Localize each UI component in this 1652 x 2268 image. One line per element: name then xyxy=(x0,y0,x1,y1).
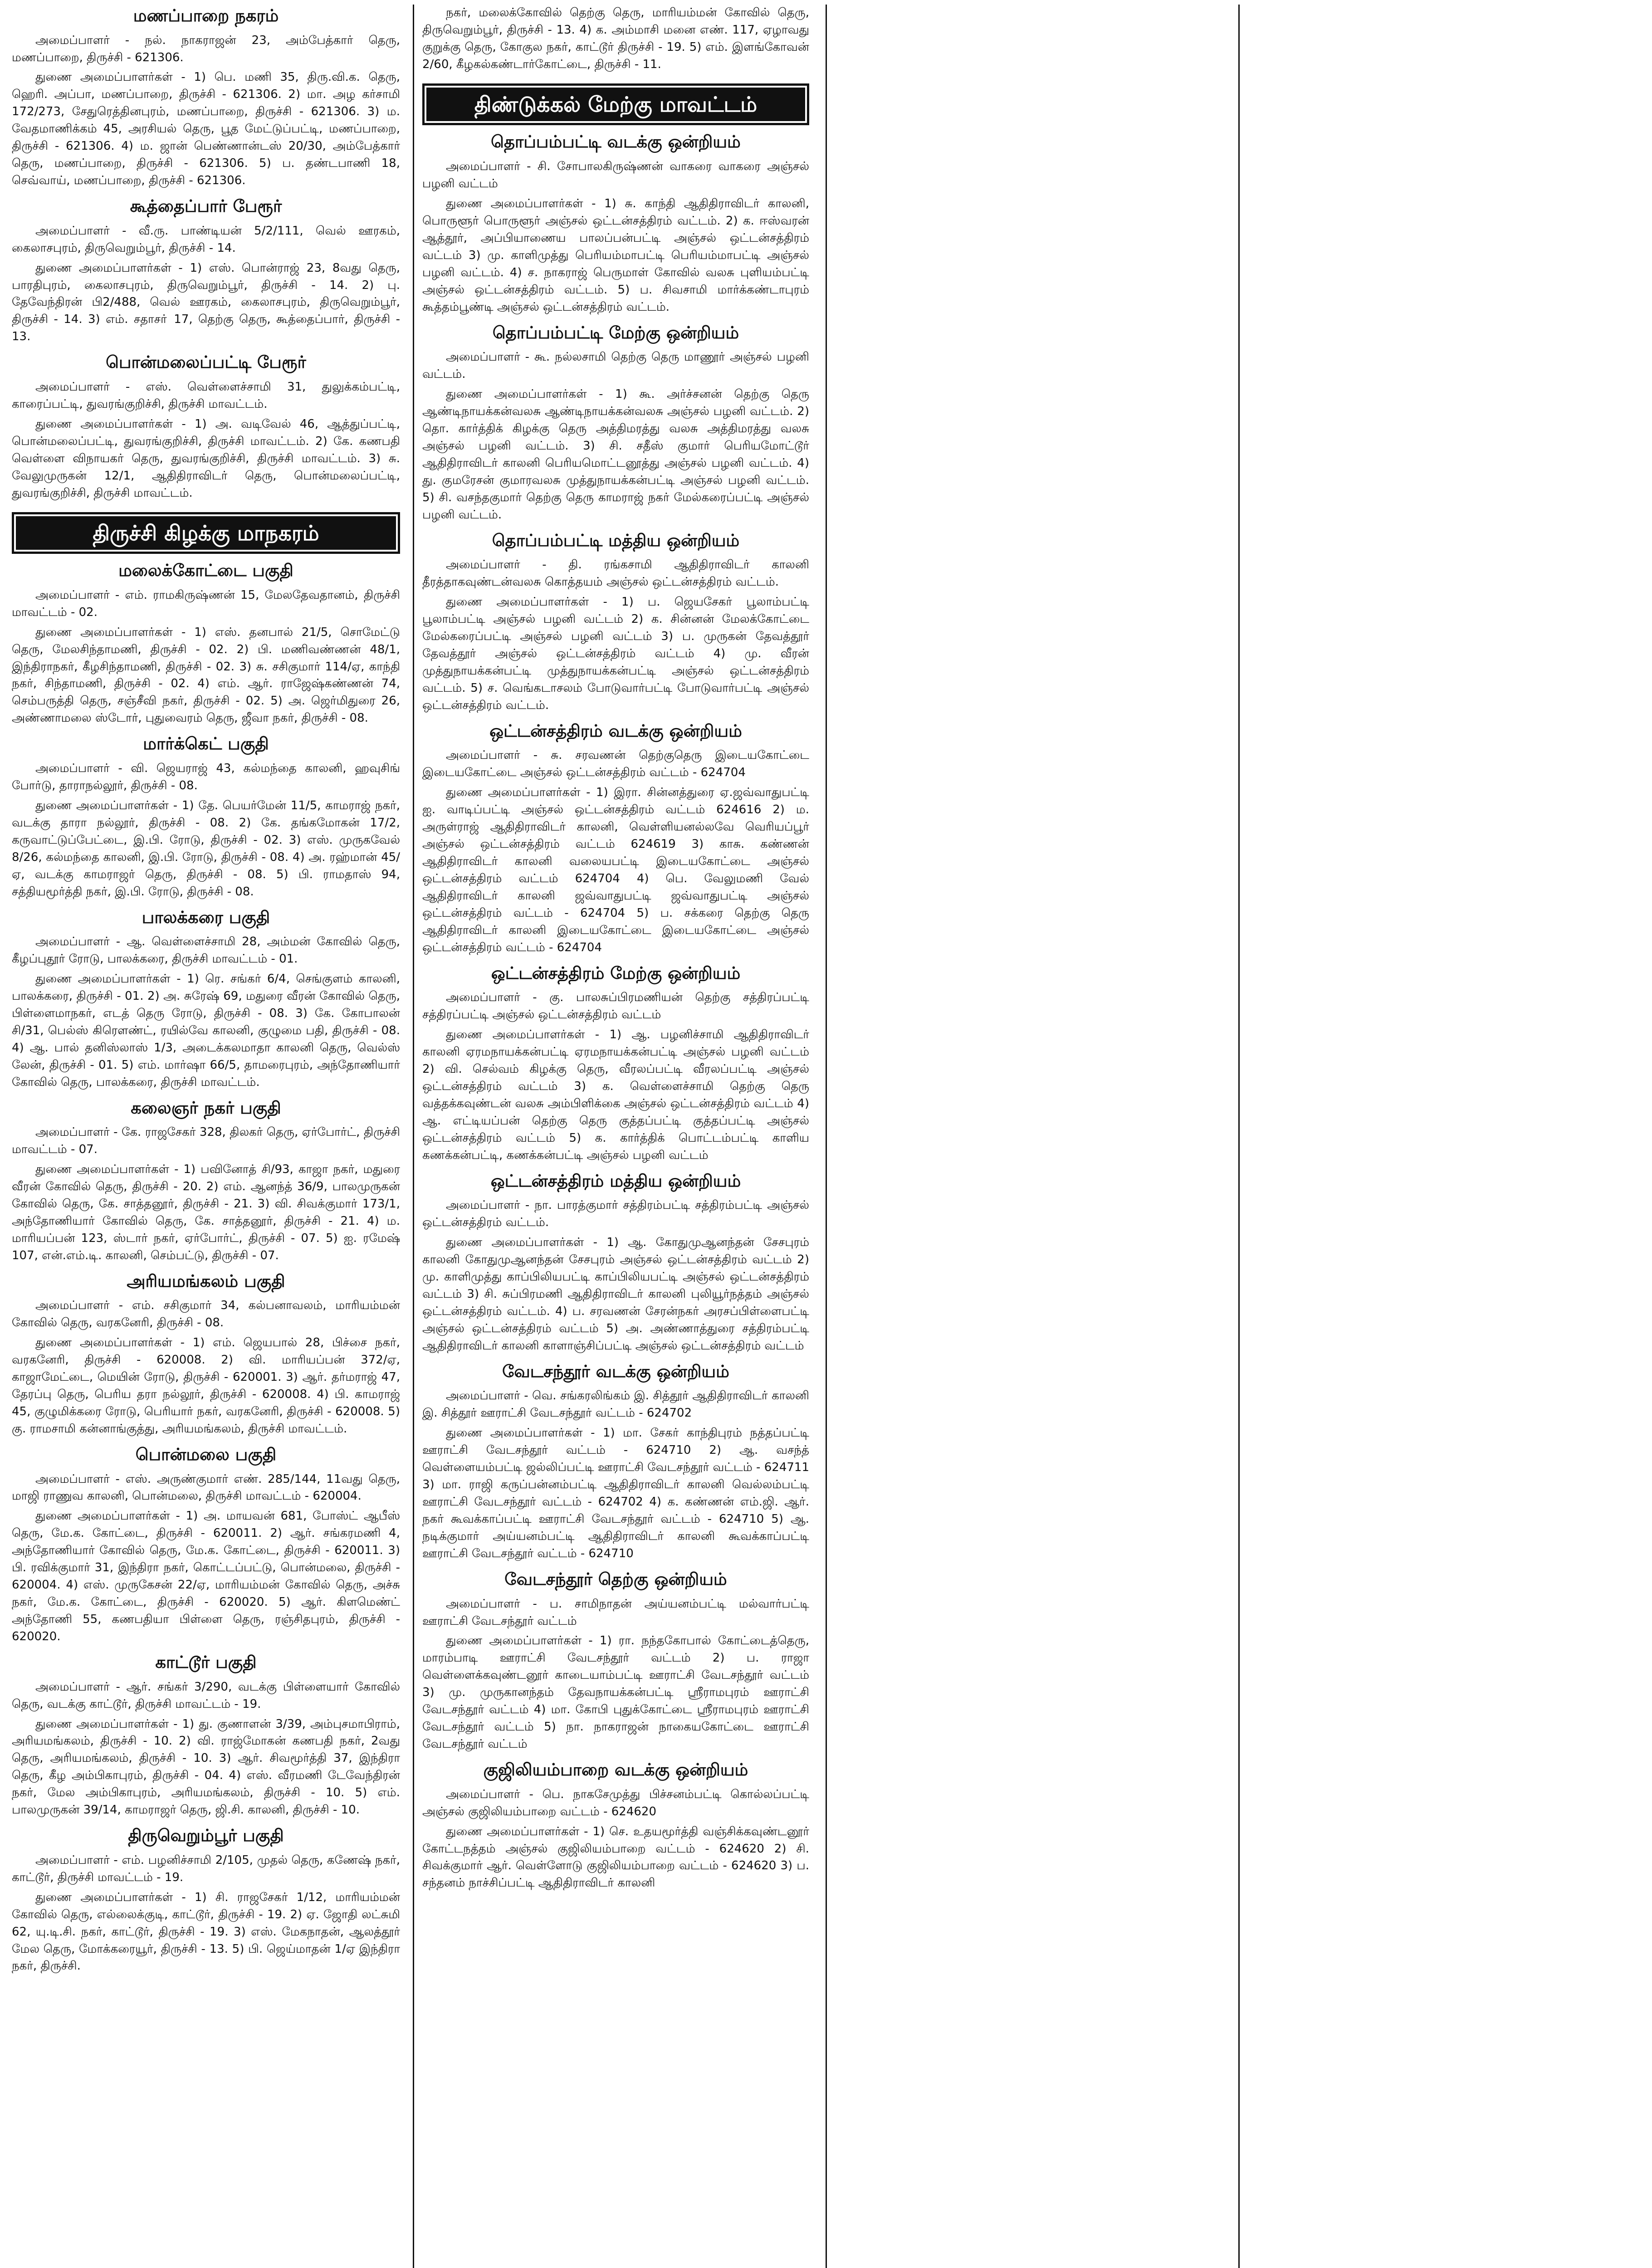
member-paragraph: துணை அமைப்பாளர்கள் - 1) சு. காந்தி ஆதிதிராவிடர் காலனி, பொருளூர் பொருளூர் அஞ்சல் ஒட்டன்சத்திரம் வட்டம். 2) க. ஈஸ்வரன் ஆத்தூர், அப்பியாணைய பாலப்பன்பட்டி அஞ்சல் ஒட்டன்சத்திரம் வட்டம் 3) மு. காளிமுத்து பெரியம்மாபட்டி பெரியம்மாபட்டி அஞ்சல் பழனி வட்டம். 4) ச. நாகராஜ் பெருமாள் கோவில் வலசு புளியம்பட்டி அஞ்சல் ஒட்டன்சத்திரம் வட்டம். 5) ப. சிவசாமி மார்க்கண்டாபுரம் கூத்தம்பூண்டி அஞ்சல் ஒட்டன்சத்திரம் வட்டம். xyxy=(422,196,809,314)
member-paragraph: அமைப்பாளர் - எம். சசிகுமார் 34, கல்பனாவலம், மாரியம்மன் கோவில் தெரு, வரகனேரி, திருச்சி - 08. xyxy=(12,1299,400,1330)
member-paragraph: துணை அமைப்பாளர்கள் - 1) ரெ. சங்கர் 6/4, செங்குளம் காலனி, பாலக்கரை, திருச்சி - 01. 2) அ. சுரேஷ் 69, மதுரை வீரன் கோவில் தெரு, பிள்ளைமாநகர், எடத் தெரு ரோடு, திருச்சி - 08. 3) கே. கோபாலன் சி/31, பெல்ஸ் கிரௌண்ட், ரயில்வே காலனி, குழுமை பதி, திருச்சி - 08. 4) ஆ. பால் தனிஸ்லாஸ் 1/3, அடைக்கலமாதா காலனி தெரு, வெல்ஸ் லேன், திருச்சி - 01. 5) எம். மார்ஷா 66/5, தாமரைபுரம், அந்தோணியார் கோவில் தெரு, பாலக்கரை, திருச்சி மாவட்டம். xyxy=(12,972,400,1089)
member-paragraph: துணை அமைப்பாளர்கள் - 1) பவினோத் சி/93, காஜா நகர், மதுரை வீரன் கோவில் தெரு, திருச்சி - 20. 2) எம். ஆனந்த் 36/9, பாலமுருகன் கோவில் தெரு, கே. சாத்தனூர், திருச்சி - 21. 3) வி. சிவக்குமார் 173/1, அந்தோணியார் கோவில் தெரு, கே. சாத்தனூர், திருச்சி - 21. 4) ம. மாரியப்பன் 123, ஸ்டார் நகர், ஏர்போர்ட், திருச்சி - 07. 5) ஐ. ரமேஷ் 107, என்.எம்.டி. காலனி, செம்பட்டு, திருச்சி - 07. xyxy=(12,1163,400,1262)
section-heading: மலைக்கோட்டை பகுதி xyxy=(118,561,293,581)
member-paragraph: துணை அமைப்பாளர்கள் - 1) ஆ. கோதுமுஆனந்தன் சேசபுரம் காலனி கோதுமுஆனந்தன் சேசபுரம் அஞ்சல் ஒட்டன்சத்திரம் வட்டம் 2) மு. காளிமுத்து காப்பிலியபட்டி காப்பிலியபட்டி அஞ்சல் ஒட்டன்சத்திரம் வட்டம் 3) சி. சுப்பிரமணி ஆதிதிராவிடர் காலனி புலியூர்நத்தம் அஞ்சல் ஒட்டன்சத்திரம் வட்டம். 4) ப. சரவணன் சேரன்நகர் அரசப்பிள்ளைபட்டி அஞ்சல் ஒட்டன்சத்திரம் வட்டம் 5) அ. அண்ணாத்துரை சத்திரம்பட்டி ஆதிதிராவிடர் காலனி காளாஞ்சிப்பட்டி அஞ்சல் ஒட்டன்சத்திரம் வட்டம் xyxy=(422,1236,809,1353)
district-banner xyxy=(422,83,809,126)
section-heading: ஒட்டன்சத்திரம் வடக்கு ஒன்றியம் xyxy=(489,721,742,741)
member-paragraph: அமைப்பாளர் - ஆர். சங்கர் 3/290, வடக்கு பிள்ளையார் கோவில் தெரு, வடக்கு காட்டூர், திருச்சி மாவட்டம் - 19. xyxy=(12,1680,400,1711)
member-paragraph: அமைப்பாளர் - வீ.ரு. பாண்டியன் 5/2/111, வெல் ஊரகம், கைலாசபுரம், திருவெறும்பூர், திருச்சி - 14. xyxy=(12,224,400,255)
member-paragraph: அமைப்பாளர் - எஸ். அருண்குமார் எண். 285/144, 11வது தெரு, மாஜி ராணுவ காலனி, பொன்மலை, திருச்சி மாவட்டம் - 620004. xyxy=(12,1472,400,1503)
member-paragraph: துணை அமைப்பாளர்கள் - 1) செ. உதயமூர்த்தி வஞ்சிக்கவுண்டனூர் கோட்டநத்தம் அஞ்சல் குஜிலியம்பாறை வட்டம் - 624620 2) சி. சிவக்குமார் ஆர். வெள்ளோடு குஜிலியம்பாறை வட்டம் - 624620 3) ப. சந்தனம் நாச்சிப்பட்டி ஆதிதிராவிடர் காலனி xyxy=(422,1824,809,1890)
member-paragraph: துணை அமைப்பாளர்கள் - 1) சி. ராஜசேகர் 1/12, மாரியம்மன் கோவில் தெரு, எல்லைக்குடி, காட்டூர், திருச்சி - 19. 2) ஏ. ஜோதி லட்சுமி 62, யு.டி.சி. நகர், காட்டூர், திருச்சி - 19. 3) எஸ். மேகநாதன், ஆலத்தூர் மேல தெரு, மோக்கரையூர், திருச்சி - 13. 5) பி. ஜெய்மாதன் 1/ஏ இந்திரா நகர், திருச்சி. xyxy=(12,1890,400,1973)
section-heading: காட்டூர் பகுதி xyxy=(155,1652,257,1672)
member-paragraph: அமைப்பாளர் - எம். ராமகிருஷ்ணன் 15, மேலதேவதானம், திருச்சி மாவட்டம் - 02. xyxy=(12,588,400,619)
section-heading: கூத்தைப்பார் பேரூர் xyxy=(130,196,282,216)
member-paragraph: அமைப்பாளர் - பெ. நாகசேமுத்து பிச்சனம்பட்டி கொல்லப்பட்டி அஞ்சல் குஜிலியம்பாறை வட்டம் - 624620 xyxy=(422,1787,809,1818)
member-paragraph: அமைப்பாளர் - ஆ. வெள்ளைச்சாமி 28, அம்மன் கோவில் தெரு, கீழப்புதூர் ரோடு, பாலக்கரை, திருச்சி மாவட்டம் - 01. xyxy=(12,935,400,966)
section-heading: தொப்பம்பட்டி மத்திய ஒன்றியம் xyxy=(492,530,740,550)
member-paragraph: அமைப்பாளர் - எம். பழனிச்சாமி 2/105, முதல் தெரு, கணேஷ் நகர், காட்டூர், திருச்சி மாவட்டம் - 19. xyxy=(12,1853,400,1884)
column-1 xyxy=(4,5,408,2268)
section-heading: கலைஞர் நகர் பகுதி xyxy=(131,1098,281,1118)
member-paragraph: அமைப்பாளர் - வி. ஜெயராஜ் 43, கல்மந்தை காலனி, ஹவுசிங் போர்டு, தாராநல்லூர், திருச்சி - 08. xyxy=(12,761,400,792)
member-paragraph: அமைப்பாளர் - தி. ரங்கசாமி ஆதிதிராவிடர் காலனி தீரத்தாகவுண்டன்வலசு கொத்தயம் அஞ்சல் ஒட்டன்சத்திரம் வட்டம். xyxy=(422,558,809,589)
member-paragraph: துணை அமைப்பாளர்கள் - 1) அ. வடிவேல் 46, ஆத்துப்பட்டி, பொன்மலைப்பட்டி, துவரங்குறிச்சி, திருச்சி மாவட்டம். 2) கே. கணபதி வெள்ளை விநாயகர் தெரு, துவரங்குறிச்சி, திருச்சி மாவட்டம். 3) சு. வேலுமுருகன் 12/1, ஆதிதிராவிடர் தெரு, பொன்மலைப்பட்டி, துவரங்குறிச்சி, திருச்சி மாவட்டம். xyxy=(12,417,400,500)
section-heading: பொன்மலைப்பட்டி பேரூர் xyxy=(106,352,306,372)
member-paragraph: துணை அமைப்பாளர்கள் - 1) பெ. மணி 35, திரு.வி.க. தெரு, ஹெரி. அப்பா, மணப்பாறை, திருச்சி - 621306. 2) மா. அழ கர்சாமி 172/273, சேதுரெத்தினபுரம், மணப்பாறை, திருச்சி - 621306. 3) ம. வேதமாணிக்கம் 45, அரசியல் தெரு, பூத மேட்டுப்பட்டி, மணப்பாறை, திருச்சி - 621306. 4) ம. ஜான் பெண்ணான்டஸ் 20/30, அம்பேத்கார் தெரு, மணப்பாறை, திருச்சி - 621306. 5) ப. தண்டபாணி 18, செவ்வாய், மணப்பாறை, திருச்சி - 621306. xyxy=(12,70,400,188)
member-paragraph: நகர், மலைக்கோவில் தெற்கு தெரு, மாரியம்மன் கோவில் தெரு, திருவெறும்பூர், திருச்சி - 13. 4) க. அம்மாசி மனை எண். 117, ஏழாவது குறுக்கு தெரு, கோகுல நகர், காட்டூர் திருச்சி - 19. 5) எம். இளங்கோவன் 2/60, கீழகல்கண்டார்கோட்டை, திருச்சி - 11. xyxy=(422,6,809,71)
section-heading: ஒட்டன்சத்திரம் மத்திய ஒன்றியம் xyxy=(490,1171,741,1191)
member-paragraph: அமைப்பாளர் - கு. பாலசுப்பிரமணியன் தெற்கு சத்திரப்பட்டி சத்திரப்பட்டி அஞ்சல் ஒட்டன்சத்திரம் வட்டம் xyxy=(422,991,809,1022)
member-paragraph: அமைப்பாளர் - வெ. சங்கரலிங்கம் இ. சித்தூர் ஆதிதிராவிடர் காலனி இ. சித்தூர் ஊராட்சி வேடசந்தூர் வட்டம் - 624702 xyxy=(422,1389,809,1420)
member-paragraph: அமைப்பாளர் - ப. சாமிநாதன் அய்யனம்பட்டி மல்வார்பட்டி ஊராட்சி வேடசந்தூர் வட்டம் xyxy=(422,1597,809,1628)
section-heading: மணப்பாறை நகரம் xyxy=(133,6,279,25)
member-paragraph: அமைப்பாளர் - நா. பாரத்குமார் சத்திரம்பட்டி சத்திரம்பட்டி அஞ்சல் ஒட்டன்சத்திரம் வட்டம். xyxy=(422,1198,809,1230)
member-paragraph: அமைப்பாளர் - கே. ராஜசேகர் 328, திலகர் தெரு, ஏர்போர்ட், திருச்சி மாவட்டம் - 07. xyxy=(12,1125,400,1157)
member-paragraph: துணை அமைப்பாளர்கள் - 1) எஸ். பொன்ராஜ் 23, 8வது தெரு, பாரதிபுரம், கைலாசபுரம், திருவெறும்பூர், திருச்சி - 14. 2) பு. தேவேந்திரன் பி2/488, வெல் ஊரகம், கைலாசபுரம், திருவெறும்பூர், திருச்சி - 14. 3) எம். சதாசா் 17, தெற்கு தெரு, கூத்தைப்பார், திருச்சி - 13. xyxy=(12,261,400,344)
member-paragraph: துணை அமைப்பாளர்கள் - 1) எம். ஜெயபால் 28, பிச்சை நகர், வரகனேரி, திருச்சி - 620008. 2) வி. மாரியப்பன் 372/ஏ, காஜாமேட்டை, மெயின் ரோடு, திருச்சி - 620001. 3) ஆர். தர்மராஜ் 47, தேரப்பு தெரு, பெரிய தரா நல்லூர், திருச்சி - 620008. 4) பி. காமராஜ் 45, குழுமிக்கரை ரோடு, பெரியார் நகர், வரகனேரி, திருச்சி - 620008. 5) கு. ராமசாமி கன்னாங்குத்து, அரியமங்கலம், திருச்சி மாவட்டம். xyxy=(12,1336,400,1436)
column-2 xyxy=(413,5,817,2268)
member-paragraph: துணை அமைப்பாளர்கள் - 1) ஆ. பழனிச்சாமி ஆதிதிராவிடர் காலனி ஏரமநாயக்கன்பட்டி ஏரமநாயக்கன்பட்டி அஞ்சல் பழனி வட்டம் 2) வி. செல்வம் கிழக்கு தெரு, வீரலப்பட்டி வீரலப்பட்டி அஞ்சல் ஒட்டன்சத்திரம் வட்டம் 3) க. வெள்ளைச்சாமி தெற்கு தெரு வத்தக்கவுண்டன் வலசு அம்பிளிக்கை அஞ்சல் ஒட்டன்சத்திரம் வட்டம் 4) ஆ. எட்டியப்பன் தெற்கு தெரு குத்தப்பட்டி குத்தப்பட்டி அஞ்சல் ஒட்டன்சத்திரம் வட்டம் 5) க. கார்த்திக் பொட்டம்பட்டி காளிய கணக்கன்பட்டி, கணக்கன்பட்டி அஞ்சல் பழனி வட்டம் xyxy=(422,1028,809,1162)
member-paragraph: அமைப்பாளர் - சி. சோபாலகிருஷ்ணன் வாகரை வாகரை அஞ்சல் பழனி வட்டம் xyxy=(422,159,809,191)
member-paragraph: அமைப்பாளர் - நல். நாகராஜன் 23, அம்பேத்கார் தெரு, மணப்பாறை, திருச்சி - 621306. xyxy=(12,33,400,64)
member-paragraph: துணை அமைப்பாளர்கள் - 1) இரா. சின்னத்துரை ஏ.ஜவ்வாதுபட்டி ஐ. வாடிப்பட்டி அஞ்சல் ஒட்டன்சத்திரம் வட்டம் 624616 2) ம. அருள்ராஜ் ஆதிதிராவிடர் காலனி, வெள்ளியனல்லவே வெரியப்பூர் அஞ்சல் ஒட்டன்சத்திரம் வட்டம் 624619 3) காசு. கண்ணன் ஆதிதிராவிடர் காலனி வலையபட்டி இடையகோட்டை அஞ்சல் ஒட்டன்சத்திரம் வட்டம் 624704 4) பெ. வேலுமணி வேல் ஆதிதிராவிடர் காலனி ஜவ்வாதுபட்டி ஜவ்வாதுபட்டி அஞ்சல் ஒட்டன்சத்திரம் வட்டம் - 624704 5) ப. சக்கரை தெற்கு தெரு ஆதிதிராவிடர் காலனி இடையகோட்டை இடையகோட்டை அஞ்சல் ஒட்டன்சத்திரம் வட்டம் - 624704 xyxy=(422,786,809,954)
member-paragraph: அமைப்பாளர் - எஸ். வெள்ளைச்சாமி 31, துலுக்கம்பட்டி, காரைப்பட்டி, துவரங்குறிச்சி, திருச்சி மாவட்டம். xyxy=(12,380,400,411)
member-paragraph: துணை அமைப்பாளர்கள் - 1) ரா. நந்தகோபால் கோட்டைத்தெரு, மாரம்பாடி ஊராட்சி வேடசந்தூர் வட்டம் 2) ப. ராஜா வெள்ளைக்கவுண்டனூர் காடையாம்பட்டி ஊராட்சி வேடசந்தூர் வட்டம் 3) மு. முருகானந்தம் தேவநாயக்கன்பட்டி ஸ்ரீராமபுரம் ஊராட்சி வேடசந்தூர் வட்டம் 4) மா. கோபி புதுக்கோட்டை ஸ்ரீராமபுரம் ஊராட்சி வேடசந்தூர் வட்டம் 5) நா. நாகராஜன் நாகையகோட்டை ஊராட்சி வேடசந்தூர் வட்டம் xyxy=(422,1634,809,1751)
district-banner xyxy=(12,512,400,554)
section-heading: தொப்பம்பட்டி மேற்கு ஒன்றியம் xyxy=(492,323,739,342)
member-paragraph: அமைப்பாளர் - சு. சரவணன் தெற்குதெரு இடையகோட்டை இடையகோட்டை அஞ்சல் ஒட்டன்சத்திரம் வட்டம் - 624704 xyxy=(422,748,809,780)
section-heading: அரியமங்கலம் பகுதி xyxy=(127,1271,285,1291)
member-paragraph: துணை அமைப்பாளர்கள் - 1) தே. பெயர்மேன் 11/5, காமராஜ் நகர், வடக்கு தாரா நல்லூர், திருச்சி - 08. 2) கே. தங்கமோகன் 17/2, கருவாட்டுப்பேட்டை, இ.பி. ரோடு, திருச்சி - 02. 3) எஸ். முருகவேல் 8/26, கல்மந்தை காலனி, இ.பி. ரோடு, திருச்சி - 08. 4) அ. ரஹ்மான் 45/ஏ, வடக்கு காமராஜர் தெரு, திருச்சி - 08. 5) பி. ராமதாஸ் 94, சத்தியமூர்த்தி நகர், இ.பி. ரோடு, திருச்சி - 08. xyxy=(12,798,400,899)
column-3 xyxy=(826,5,1230,2268)
section-heading: தொப்பம்பட்டி வடக்கு ஒன்றியம் xyxy=(491,132,741,152)
member-paragraph: துணை அமைப்பாளர்கள் - 1) அ. மாயவன் 681, போஸ்ட் ஆபீஸ் தெரு, மே.க. கோட்டை, திருச்சி - 620011. 2) ஆர். சங்கரமணி 4, அந்தோணியார் கோவில் தெரு, மே.க. கோட்டை, திருச்சி - 620011. 3) பி. ரவிக்குமார் 31, இந்திரா நகர், கொட்டப்பட்டு, பொன்மலை, திருச்சி - 620004. 4) எஸ். முருகேசன் 22/ஏ, மாரியம்மன் கோவில் தெரு, அச்சு நகர், மே.க. கோட்டை, திருச்சி - 620020. 5) ஆர். கிளமெண்ட் அந்தோணி 55, கணபதியா பிள்ளை தெரு, ரஞ்சிதபுரம், திருச்சி - 620020. xyxy=(12,1509,400,1644)
section-heading: ஒட்டன்சத்திரம் மேற்கு ஒன்றியம் xyxy=(491,963,741,983)
column-4 xyxy=(1238,5,1643,2268)
member-paragraph: துணை அமைப்பாளர்கள் - 1) எஸ். தனபால் 21/5, சொமேட்டு தெரு, மேலசிந்தாமணி, திருச்சி - 02. 2) பி. மணிவண்ணன் 48/1, இந்திராநகர், கீழசிந்தாமணி, திருச்சி - 02. 3) சு. சசிகுமார் 114/ஏ, காந்தி நகர், சிந்தாமணி, திருச்சி - 02. 4) எம். ஆர். ராஜேஷ்கண்ணன் 74, செம்பருத்தி தெரு, சஞ்சீவி நகர், திருச்சி - 02. 5) அ. ஜெர்மிதுரை 26, அண்ணாமலை ஸ்டோர், புதுவைரம் தெரு, ஜீவா நகர், திருச்சி - 08. xyxy=(12,625,400,725)
district-banner-title: திருச்சி கிழக்கு மாநகரம் xyxy=(16,516,396,550)
member-paragraph: துணை அமைப்பாளர்கள் - 1) து. குணாளன் 3/39, அம்புசமாபிராம், அரியமங்கலம், திருச்சி - 10. 2) வி. ராஜ்மோகன் கணபதி நகர், 2வது தெரு, அரியமங்கலம், திருச்சி - 10. 3) ஆர். சிவமூர்த்தி 37, இந்திரா தெரு, கீழ அம்பிகாபுரம், திருச்சி - 04. 4) எஸ். வீரமணி டேவேந்திரன் நகர், மேல அம்பிகாபுரம், அரியமங்கலம், திருச்சி - 10. 5) எம். பாலமுருகன் 39/14, காமராஜர் தெரு, ஜி.சி. காலனி, திருச்சி - 10. xyxy=(12,1717,400,1817)
section-heading: பொன்மலை பகுதி xyxy=(135,1444,277,1464)
section-heading: வேடசந்தூர் தெற்கு ஒன்றியம் xyxy=(504,1569,727,1589)
section-heading: மார்க்கெட் பகுதி xyxy=(143,734,269,754)
member-paragraph: துணை அமைப்பாளர்கள் - 1) ப. ஜெயசேகர் பூலாம்பட்டி பூலாம்பட்டி அஞ்சல் பழனி வட்டம் 2) க. சின்னன் மேலக்கோட்டை மேல்கரைப்பட்டி அஞ்சல் பழனி வட்டம் 3) ப. முருகன் தேவத்தூர் தேவத்தூர் அஞ்சல் ஒட்டன்சத்திரம் வட்டம் 4) மு. வீரன் முத்துநாயக்கன்பட்டி முத்துநாயக்கன்பட்டி அஞ்சல் ஒட்டன்சத்திரம் வட்டம். 5) ச. வெங்கடாசலம் போடுவார்பட்டி போடுவார்பட்டி அஞ்சல் ஒட்டன்சத்திரம் வட்டம். xyxy=(422,595,809,712)
section-heading: திருவெறும்பூர் பகுதி xyxy=(128,1826,284,1846)
member-paragraph: துணை அமைப்பாளர்கள் - 1) கூ. அர்ச்சனன் தெற்கு தெரு ஆண்டிநாயக்கன்வலசு ஆண்டிநாயக்கன்வலசு அஞ்சல் பழனி வட்டம். 2) தொ. கார்த்திக் கிழக்கு தெரு அத்திமரத்து வலசு அத்திமரத்து வலசு அஞ்சல் பழனி வட்டம். 3) சி. சதீஸ் குமார் பெரியமோட்டூர் ஆதிதிராவிடர் காலனி பெரியமொட்டனூத்து அஞ்சல் பழனி வட்டம். 4) து. குமரேசன் குமாரவலசு முத்துநாயக்கன்பட்டி அஞ்சல் பழனி வட்டம். 5) சி. வசந்தகுமார் தெற்கு தெரு காமராஜ் நகர் மேல்கரைப்பட்டி அஞ்சல் பழனி வட்டம். xyxy=(422,387,809,522)
section-heading: பாலக்கரை பகுதி xyxy=(142,907,270,927)
member-paragraph: அமைப்பாளர் - கூ. நல்லசாமி தெற்கு தெரு மாணூர் அஞ்சல் பழனி வட்டம். xyxy=(422,350,809,381)
member-paragraph: துணை அமைப்பாளர்கள் - 1) மா. சேகர் காந்திபுரம் நத்தப்பட்டி ஊராட்சி வேடசந்தூர் வட்டம் - 624710 2) ஆ. வசந்த் வெள்ளையம்பட்டி ஜல்லிப்பட்டி ஊராட்சி வேடசந்தூர் வட்டம் - 624711 3) மா. ராஜி கருப்பன்னம்பட்டி ஆதிதிராவிடர் காலனி வெல்லம்பட்டி ஊராட்சி வேடசந்தூர் வட்டம் - 624702 4) க. கண்ணன் எம்.ஜி. ஆர். நகர் கூவக்காப்பட்டி ஊராட்சி வேடசந்தூர் வட்டம் - 624710 5) ஆ. நடிக்குமார் அய்யனம்பட்டி ஆதிதிராவிடர் காலனி கூவக்காப்பட்டி ஊராட்சி வேடசந்தூர் வட்டம் - 624710 xyxy=(422,1426,809,1561)
section-heading: வேடசந்தூர் வடக்கு ஒன்றியம் xyxy=(502,1361,729,1381)
section-heading: குஜிலியம்பாறை வடக்கு ஒன்றியம் xyxy=(483,1760,748,1780)
district-banner-title: திண்டுக்கல் மேற்கு மாவட்டம் xyxy=(426,88,805,122)
